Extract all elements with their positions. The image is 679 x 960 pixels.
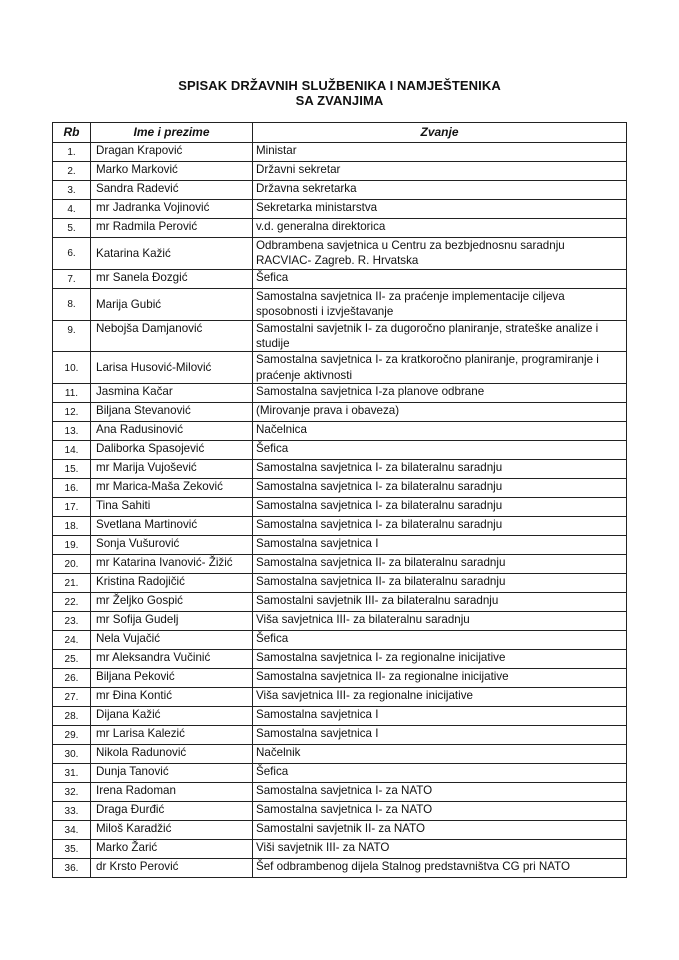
table-row (53, 631, 627, 650)
row-number: 16. (53, 479, 91, 498)
row-number: 14. (53, 441, 91, 460)
employee-name: Dunja Tanović (91, 764, 253, 783)
row-number: 9. (53, 320, 91, 352)
row-number: 6. (53, 238, 91, 270)
employee-name: Dijana Kažić (91, 707, 253, 726)
staff-table (52, 122, 627, 878)
employee-rank: Šefica (253, 441, 627, 460)
employee-name: Nikola Radunović (91, 745, 253, 764)
table-row (53, 574, 627, 593)
table-row (53, 612, 627, 631)
employee-rank: Samostalna savjetnica I-za planove odbrane (253, 384, 627, 403)
row-number: 33. (53, 802, 91, 821)
header-rb: Rb (53, 123, 91, 143)
document-title-line-1: SPISAK DRŽAVNIH SLUŽBENIKA I NAMJEŠTENIKA (178, 78, 501, 93)
employee-name: Irena Radoman (91, 783, 253, 802)
employee-name: Dragan Krapović (91, 143, 253, 162)
employee-name: Nela Vujačić (91, 631, 253, 650)
row-number: 21. (53, 574, 91, 593)
row-number: 10. (53, 352, 91, 384)
employee-rank: Šef odbrambenog dijela Stalnog predstavništva CG pri NATO (253, 859, 627, 878)
table-row (53, 219, 627, 238)
table-row (53, 669, 627, 688)
employee-name: Kristina Radojičić (91, 574, 253, 593)
employee-name: mr Željko Gospić (91, 593, 253, 612)
employee-name: mr Aleksandra Vučinić (91, 650, 253, 669)
table-row (53, 269, 627, 288)
employee-name: Nebojša Damjanović (91, 320, 253, 352)
row-number: 15. (53, 460, 91, 479)
table-row (53, 162, 627, 181)
table-row (53, 403, 627, 422)
employee-name: mr Sanela Đozgić (91, 269, 253, 288)
table-body (53, 143, 627, 878)
document-title-line-2: SA ZVANJIMA (295, 93, 384, 108)
employee-rank: Samostalna savjetnica I- za kratkoročno planiranje, programiranje i praćenje aktivnosti (253, 352, 627, 384)
table-row (53, 745, 627, 764)
employee-name: Sandra Radević (91, 181, 253, 200)
table-row (53, 384, 627, 403)
employee-rank: Samostalna savjetnica II- za bilateralnu saradnju (253, 555, 627, 574)
employee-rank: Načelnica (253, 422, 627, 441)
employee-rank: Državni sekretar (253, 162, 627, 181)
employee-name: Biljana Stevanović (91, 403, 253, 422)
employee-rank: Ministar (253, 143, 627, 162)
row-number: 27. (53, 688, 91, 707)
employee-rank: Samostalna savjetnica II- za regionalne inicijative (253, 669, 627, 688)
employee-rank: Samostalna savjetnica I (253, 707, 627, 726)
row-number: 23. (53, 612, 91, 631)
table-row (53, 707, 627, 726)
employee-rank: Samostalni savjetnik III- za bilateralnu saradnju (253, 593, 627, 612)
row-number: 29. (53, 726, 91, 745)
employee-rank: Samostalna savjetnica I- za regionalne inicijative (253, 650, 627, 669)
employee-name: Jasmina Kačar (91, 384, 253, 403)
employee-name: Larisa Husović-Milović (91, 352, 253, 384)
employee-rank: Odbrambena savjetnica u Centru za bezbjednosnu saradnju RACVIAC- Zagreb. R. Hrvatska (253, 238, 627, 270)
employee-rank: Načelnik (253, 745, 627, 764)
table-row (53, 460, 627, 479)
employee-name: mr Jadranka Vojinović (91, 200, 253, 219)
employee-rank: Državna sekretarka (253, 181, 627, 200)
employee-name: mr Đina Kontić (91, 688, 253, 707)
row-number: 5. (53, 219, 91, 238)
table-row (53, 802, 627, 821)
employee-rank: Viša savjetnica III- za regionalne inicijative (253, 688, 627, 707)
row-number: 8. (53, 288, 91, 320)
table-row (53, 726, 627, 745)
employee-rank: Samostalni savjetnik I- za dugoročno planiranje, strateške analize i studije (253, 320, 627, 352)
document-title (0, 78, 679, 108)
table-row (53, 650, 627, 669)
row-number: 12. (53, 403, 91, 422)
table-row (53, 441, 627, 460)
row-number: 28. (53, 707, 91, 726)
employee-rank: Sekretarka ministarstva (253, 200, 627, 219)
employee-rank: Viši savjetnik III- za NATO (253, 840, 627, 859)
row-number: 18. (53, 517, 91, 536)
employee-rank: Samostalna savjetnica I (253, 726, 627, 745)
employee-name: Marija Gubić (91, 288, 253, 320)
employee-rank: Samostalni savjetnik II- za NATO (253, 821, 627, 840)
table-row (53, 288, 627, 320)
table-row (53, 238, 627, 270)
row-number: 13. (53, 422, 91, 441)
table-row (53, 859, 627, 878)
table-row (53, 593, 627, 612)
employee-name: mr Katarina Ivanović- Žižić (91, 555, 253, 574)
employee-rank: Samostalna savjetnica I- za bilateralnu saradnju (253, 479, 627, 498)
table-row (53, 783, 627, 802)
employee-name: Marko Žarić (91, 840, 253, 859)
employee-name: Marko Marković (91, 162, 253, 181)
row-number: 2. (53, 162, 91, 181)
employee-name: mr Marija Vujošević (91, 460, 253, 479)
table-row (53, 764, 627, 783)
employee-name: Ana Radusinović (91, 422, 253, 441)
employee-name: Svetlana Martinović (91, 517, 253, 536)
employee-rank: Samostalna savjetnica I- za bilateralnu saradnju (253, 498, 627, 517)
employee-rank: Samostalna savjetnica I (253, 536, 627, 555)
employee-rank: Samostalna savjetnica I- za bilateralnu saradnju (253, 517, 627, 536)
table-row (53, 517, 627, 536)
employee-rank: v.d. generalna direktorica (253, 219, 627, 238)
table-row (53, 555, 627, 574)
row-number: 4. (53, 200, 91, 219)
employee-name: Katarina Kažić (91, 238, 253, 270)
row-number: 30. (53, 745, 91, 764)
employee-rank: Šefica (253, 631, 627, 650)
table-header-row (53, 123, 627, 143)
row-number: 34. (53, 821, 91, 840)
employee-name: Draga Đurđić (91, 802, 253, 821)
table-row (53, 352, 627, 384)
row-number: 1. (53, 143, 91, 162)
employee-name: Sonja Vušurović (91, 536, 253, 555)
employee-name: Biljana Peković (91, 669, 253, 688)
row-number: 25. (53, 650, 91, 669)
table-row (53, 479, 627, 498)
table-row (53, 422, 627, 441)
row-number: 22. (53, 593, 91, 612)
table-row (53, 181, 627, 200)
table-row (53, 840, 627, 859)
employee-name: mr Marica-Maša Zeković (91, 479, 253, 498)
row-number: 20. (53, 555, 91, 574)
row-number: 7. (53, 269, 91, 288)
employee-name: Tina Sahiti (91, 498, 253, 517)
row-number: 26. (53, 669, 91, 688)
header-name: Ime i prezime (91, 123, 253, 143)
table-row (53, 200, 627, 219)
employee-rank: Šefica (253, 764, 627, 783)
employee-name: mr Larisa Kalezić (91, 726, 253, 745)
employee-rank: Samostalna savjetnica II- za praćenje implementacije ciljeva sposobnosti i izvještavanje (253, 288, 627, 320)
row-number: 3. (53, 181, 91, 200)
table-row (53, 536, 627, 555)
employee-rank: Samostalna savjetnica I- za NATO (253, 783, 627, 802)
table-row (53, 498, 627, 517)
row-number: 24. (53, 631, 91, 650)
employee-name: dr Krsto Perović (91, 859, 253, 878)
table-row (53, 320, 627, 352)
employee-rank: Samostalna savjetnica I- za NATO (253, 802, 627, 821)
row-number: 35. (53, 840, 91, 859)
employee-name: mr Sofija Gudelj (91, 612, 253, 631)
employee-name: Daliborka Spasojević (91, 441, 253, 460)
row-number: 11. (53, 384, 91, 403)
header-title: Zvanje (253, 123, 627, 143)
table-row (53, 821, 627, 840)
row-number: 36. (53, 859, 91, 878)
row-number: 17. (53, 498, 91, 517)
employee-rank: (Mirovanje prava i obaveza) (253, 403, 627, 422)
employee-rank: Šefica (253, 269, 627, 288)
row-number: 19. (53, 536, 91, 555)
table-row (53, 688, 627, 707)
employee-rank: Samostalna savjetnica II- za bilateralnu saradnju (253, 574, 627, 593)
row-number: 32. (53, 783, 91, 802)
table-row (53, 143, 627, 162)
employee-name: Miloš Karadžić (91, 821, 253, 840)
employee-rank: Samostalna savjetnica I- za bilateralnu saradnju (253, 460, 627, 479)
employee-rank: Viša savjetnica III- za bilateralnu saradnju (253, 612, 627, 631)
row-number: 31. (53, 764, 91, 783)
employee-name: mr Radmila Perović (91, 219, 253, 238)
